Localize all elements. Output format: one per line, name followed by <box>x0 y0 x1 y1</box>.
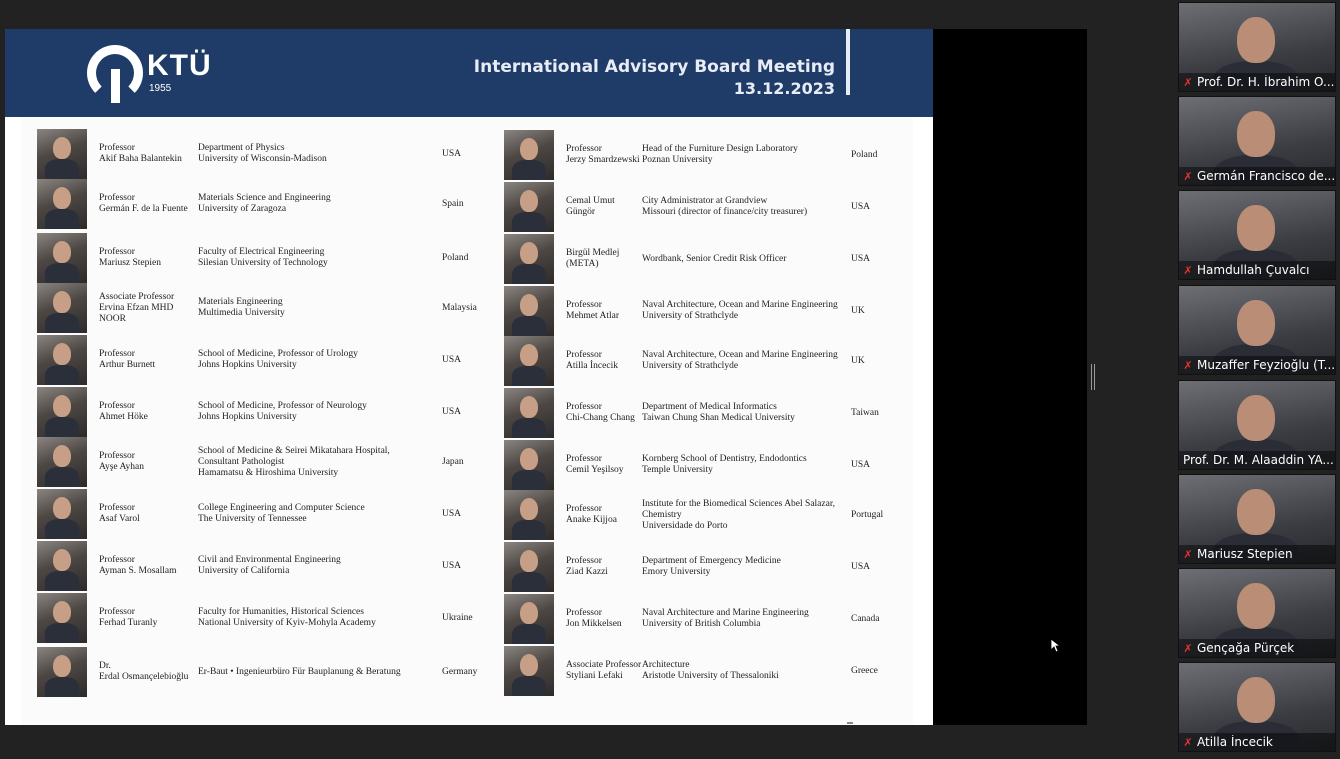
member-name-cell <box>554 196 642 218</box>
member-title: Professor <box>566 300 602 310</box>
member-photo <box>37 541 87 591</box>
affiliation-line: University of Zaragoza <box>198 204 287 214</box>
member-name: Styliani Lefaki <box>566 671 623 681</box>
member-name-cell <box>87 607 198 629</box>
member-affiliation <box>198 297 442 319</box>
member-title: Professor <box>99 503 135 513</box>
affiliation-line: Missouri (director of finance/city treasurer) <box>642 207 808 217</box>
member-name-cell <box>554 454 642 476</box>
member-country: Poland <box>442 252 469 263</box>
member-name: Erdal Osmançelebioğlu <box>99 672 189 682</box>
member-country: Spain <box>442 198 464 209</box>
affiliation-line: Aristotle University of Thessaloniki <box>642 671 779 681</box>
member-row <box>37 437 492 487</box>
participant-video-tile[interactable] <box>1178 96 1336 186</box>
member-name: Jon Mikkelsen <box>566 619 622 629</box>
affiliation-line: School of Medicine, Professor of Neurology <box>198 401 367 411</box>
member-name: Birgül Medlej (META) <box>566 248 620 269</box>
affiliation-line: Temple University <box>642 465 713 475</box>
member-country: Poland <box>851 149 878 160</box>
member-affiliation <box>198 503 442 525</box>
affiliation-line: Architecture <box>642 660 690 670</box>
participant-name: Prof. Dr. M. Alaaddin YA... <box>1183 453 1334 467</box>
screen-share-area[interactable] <box>5 29 1087 725</box>
member-photo <box>37 489 87 539</box>
participant-name: Muzaffer Feyzioğlu (T... <box>1197 358 1335 372</box>
participant-label <box>1179 356 1335 374</box>
member-country: Taiwan <box>851 407 879 418</box>
affiliation-line: Materials Science and Engineering <box>198 193 331 203</box>
member-title: Professor <box>99 555 135 565</box>
member-country: UK <box>851 305 865 316</box>
member-title: Dr. <box>99 661 111 671</box>
affiliation-line: Universidade do Porto <box>642 520 728 531</box>
affiliation-line: Kornberg School of Dentistry, Endodontics <box>642 454 807 464</box>
member-name-cell <box>554 248 642 270</box>
member-title: Professor <box>566 350 602 360</box>
member-row <box>37 233 492 283</box>
member-title: Professor <box>566 556 602 566</box>
affiliation-line: College Engineering and Computer Science <box>198 503 365 513</box>
member-name: Mehmet Atlar <box>566 311 620 321</box>
affiliation-line: University of Wisconsin-Madison <box>198 154 327 164</box>
affiliation-line: University of Strathclyde <box>642 311 739 321</box>
affiliation-line: School of Medicine, Professor of Urology <box>198 349 358 359</box>
member-title: Professor <box>566 608 602 618</box>
participant-label <box>1179 733 1335 751</box>
participant-video-tile[interactable] <box>1178 190 1336 280</box>
member-country: USA <box>851 459 871 470</box>
member-affiliation <box>642 608 851 630</box>
member-photo <box>504 182 554 232</box>
member-country: Japan <box>442 456 464 467</box>
member-name: Mariusz Stepien <box>99 258 162 268</box>
member-photo <box>37 593 87 643</box>
member-country: USA <box>442 508 462 519</box>
member-affiliation <box>642 499 851 532</box>
member-name: Anake Kijjoa <box>566 515 617 525</box>
affiliation-line: University of California <box>198 566 290 576</box>
member-title: Associate Professor <box>99 291 175 302</box>
member-country: USA <box>442 148 462 159</box>
affiliation-line: Taiwan Chung Shan Medical University <box>642 413 795 423</box>
presentation-slide <box>5 29 933 725</box>
member-name-cell <box>554 300 642 322</box>
panel-resize-handle[interactable] <box>1091 364 1095 390</box>
participant-label <box>1179 545 1335 563</box>
member-country: USA <box>851 561 871 572</box>
member-title: Professor <box>99 143 135 153</box>
member-title: Professor <box>99 401 135 411</box>
member-affiliation <box>642 350 851 372</box>
member-name-cell <box>554 556 642 578</box>
member-photo <box>504 594 554 644</box>
member-affiliation <box>642 454 851 476</box>
affiliation-line: Consultant Pathologist <box>198 456 285 467</box>
affiliation-line: Materials Engineering <box>198 297 283 307</box>
member-photo <box>37 437 87 487</box>
member-affiliation <box>198 247 442 269</box>
member-title: Professor <box>566 504 602 514</box>
member-photo <box>37 387 87 437</box>
member-name: Akif Baha Balantekin <box>99 154 182 164</box>
member-photo <box>37 129 87 179</box>
member-country: Ukraine <box>442 612 473 623</box>
member-name-cell <box>87 292 198 325</box>
member-country: USA <box>851 253 871 264</box>
member-name-cell <box>87 143 198 165</box>
member-row <box>37 283 492 333</box>
member-country: USA <box>442 406 462 417</box>
member-title: Professor <box>566 402 602 412</box>
member-country: Germany <box>442 666 478 677</box>
member-photo <box>37 647 87 697</box>
member-title: Professor <box>99 607 135 617</box>
member-name: Ahmet Höke <box>99 412 148 422</box>
affiliation-line: Faculty for Humanities, Historical Sciences <box>198 607 364 617</box>
member-name-cell <box>554 402 642 424</box>
affiliation-line: Wordbank, Senior Credit Risk Officer <box>642 253 787 264</box>
member-name: Arthur Burnett <box>99 360 156 370</box>
slide-banner <box>5 29 933 117</box>
mic-off-icon: ✗ <box>1183 547 1193 561</box>
member-photo <box>504 234 554 284</box>
member-name-cell <box>87 555 198 577</box>
member-name-cell <box>87 661 198 683</box>
meeting-title: International Advisory Board Meeting <box>473 57 835 77</box>
member-title: Professor <box>566 454 602 464</box>
participant-label <box>1179 167 1335 185</box>
participants-panel <box>1178 0 1340 759</box>
member-name: Ferhad Turanly <box>99 618 158 628</box>
logo-year: 1955 <box>149 83 172 94</box>
logo-name: KTÜ <box>147 49 212 82</box>
affiliation-line: School of Medicine & Seirei Mikatahara Hospital, <box>198 445 390 456</box>
member-country: Greece <box>851 665 878 676</box>
affiliation-line: Multimedia University <box>198 308 285 318</box>
member-row <box>504 541 911 593</box>
mic-off-icon: ✗ <box>1183 263 1193 277</box>
member-name-cell <box>554 660 642 682</box>
affiliation-line: Department of Physics <box>198 143 285 153</box>
member-photo <box>504 336 554 386</box>
member-row <box>37 593 492 643</box>
member-country: USA <box>851 201 871 212</box>
member-photo <box>504 286 554 336</box>
participant-video-tile[interactable] <box>1178 2 1336 92</box>
member-name-cell <box>87 401 198 423</box>
member-photo <box>504 646 554 696</box>
member-name: Chi-Chang Chang <box>566 413 635 423</box>
affiliation-line: Naval Architecture, Ocean and Marine Engineering <box>642 350 838 360</box>
member-row <box>504 285 911 337</box>
member-affiliation <box>642 556 851 578</box>
affiliation-line: Faculty of Electrical Engineering <box>198 247 325 257</box>
affiliation-line: Johns Hopkins University <box>198 412 297 422</box>
member-name: Ziad Kazzi <box>566 567 608 577</box>
member-name: Ayşe Ayhan <box>99 462 144 472</box>
affiliation-line: Naval Architecture and Marine Engineering <box>642 608 809 618</box>
member-country: Malaysia <box>442 302 477 313</box>
participant-name: Mariusz Stepien <box>1197 547 1293 561</box>
member-row <box>504 181 911 233</box>
member-name-cell <box>554 144 642 166</box>
member-name: Cemil Yeşilsoy <box>566 465 624 475</box>
member-country: Canada <box>851 613 880 624</box>
member-title: Associate Professor <box>566 660 642 670</box>
member-affiliation <box>198 349 442 371</box>
member-row <box>37 489 492 539</box>
member-photo <box>504 542 554 592</box>
member-name: Atilla İncecik <box>566 361 618 371</box>
mic-off-icon: ✗ <box>1183 75 1193 89</box>
title-divider <box>846 29 850 95</box>
member-row <box>37 387 492 437</box>
member-name-cell <box>554 350 642 372</box>
affiliation-line: Department of Emergency Medicine <box>642 556 781 566</box>
member-row <box>504 387 911 439</box>
affiliation-line: Institute for the Biomedical Sciences Abel Salazar, Chemistry <box>642 498 835 520</box>
member-name-cell <box>87 503 198 525</box>
member-affiliation <box>198 555 442 577</box>
member-title: Professor <box>99 349 135 359</box>
mic-off-icon: ✗ <box>1183 735 1193 749</box>
member-name: Germán F. de la Fuente <box>99 204 188 214</box>
member-name-cell <box>87 451 198 473</box>
affiliation-line: National University of Kyiv-Mohyla Academy <box>198 618 376 628</box>
member-name: Cemal Umut Güngör <box>566 196 615 217</box>
participant-label <box>1179 639 1335 657</box>
member-row <box>37 335 492 385</box>
member-row <box>504 439 911 491</box>
participant-video-tile[interactable] <box>1178 474 1336 564</box>
affiliation-line: Johns Hopkins University <box>198 360 297 370</box>
affiliation-line: Department of Medical Informatics <box>642 402 777 412</box>
participant-name: Germán Francisco de... <box>1197 169 1335 183</box>
member-name-cell <box>87 349 198 371</box>
participant-video-tile[interactable] <box>1178 380 1336 470</box>
member-name: Jerzy Smardzewski <box>566 155 640 165</box>
member-photo <box>504 130 554 180</box>
member-affiliation <box>642 254 851 265</box>
participant-name: Gençağa Pürçek <box>1197 641 1295 655</box>
member-row <box>37 541 492 591</box>
member-photo <box>37 283 87 333</box>
participant-label <box>1179 261 1335 279</box>
member-name-cell <box>87 193 198 215</box>
affiliation-line: City Administrator at Grandview <box>642 196 768 206</box>
member-row <box>37 129 492 179</box>
member-title: Professor <box>99 247 135 257</box>
member-row <box>37 647 492 697</box>
member-photo <box>37 233 87 283</box>
member-affiliation <box>642 300 851 322</box>
member-affiliation <box>642 144 851 166</box>
member-row <box>504 489 911 541</box>
member-photo <box>504 388 554 438</box>
member-affiliation <box>198 607 442 629</box>
member-photo <box>37 335 87 385</box>
member-affiliation <box>198 143 442 165</box>
advisory-board-table <box>21 117 913 725</box>
mic-off-icon: ✗ <box>1183 169 1193 183</box>
member-row <box>504 645 911 697</box>
affiliation-line: Er-Baut • Ingenieurbüro Für Bauplanung & Beratung <box>198 666 401 677</box>
member-row <box>37 179 492 229</box>
member-name-cell <box>554 504 642 526</box>
mic-off-icon: ✗ <box>1183 641 1193 655</box>
member-row <box>504 233 911 285</box>
affiliation-line: Head of the Furniture Design Laboratory <box>642 144 798 154</box>
participant-name: Prof. Dr. H. İbrahim O... <box>1197 75 1335 89</box>
affiliation-line: The University of Tennessee <box>198 514 307 524</box>
participant-video-tile[interactable] <box>1178 285 1336 375</box>
member-row <box>504 335 911 387</box>
member-affiliation <box>198 667 442 678</box>
affiliation-line: Civil and Environmental Engineering <box>198 555 341 565</box>
mic-off-icon: ✗ <box>1183 358 1193 372</box>
participant-label <box>1179 73 1335 91</box>
member-name: Ayman S. Mosallam <box>99 566 177 576</box>
member-title: Professor <box>566 144 602 154</box>
member-photo <box>37 179 87 229</box>
member-photo <box>504 490 554 540</box>
participant-name: Hamdullah Çuvalcı <box>1197 263 1310 277</box>
affiliation-line: Hamamatsu & Hiroshima University <box>198 467 339 478</box>
member-name: Ervina Efzan MHD NOOR <box>99 302 174 324</box>
participant-video-tile[interactable] <box>1178 568 1336 658</box>
affiliation-line: University of British Columbia <box>642 619 761 629</box>
meeting-date: 13.12.2023 <box>733 79 835 98</box>
participant-video-tile[interactable] <box>1178 662 1336 752</box>
member-country: Portugal <box>851 509 884 520</box>
member-affiliation <box>642 660 851 682</box>
member-country: UK <box>851 355 865 366</box>
member-name-cell <box>87 247 198 269</box>
member-affiliation <box>198 401 442 423</box>
participant-name: Atilla İncecik <box>1197 735 1273 749</box>
member-country: USA <box>442 354 462 365</box>
participant-label <box>1179 451 1335 469</box>
affiliation-line: Naval Architecture, Ocean and Marine Engineering <box>642 300 838 310</box>
affiliation-line: Silesian University of Technology <box>198 258 328 268</box>
affiliation-line: Emory University <box>642 567 711 577</box>
member-affiliation <box>198 193 442 215</box>
member-title: Professor <box>99 193 135 203</box>
member-title: Professor <box>99 451 135 461</box>
member-country: USA <box>442 560 462 571</box>
member-name-cell <box>554 608 642 630</box>
ktu-logo <box>85 43 225 105</box>
member-affiliation <box>642 196 851 218</box>
affiliation-line: University of Strathclyde <box>642 361 739 371</box>
member-row <box>504 593 911 645</box>
member-name: Asaf Varol <box>99 514 140 524</box>
member-affiliation <box>198 446 442 479</box>
slide-marker <box>847 722 853 724</box>
member-row <box>504 129 911 181</box>
affiliation-line: Poznan University <box>642 155 713 165</box>
member-photo <box>504 440 554 490</box>
member-affiliation <box>642 402 851 424</box>
